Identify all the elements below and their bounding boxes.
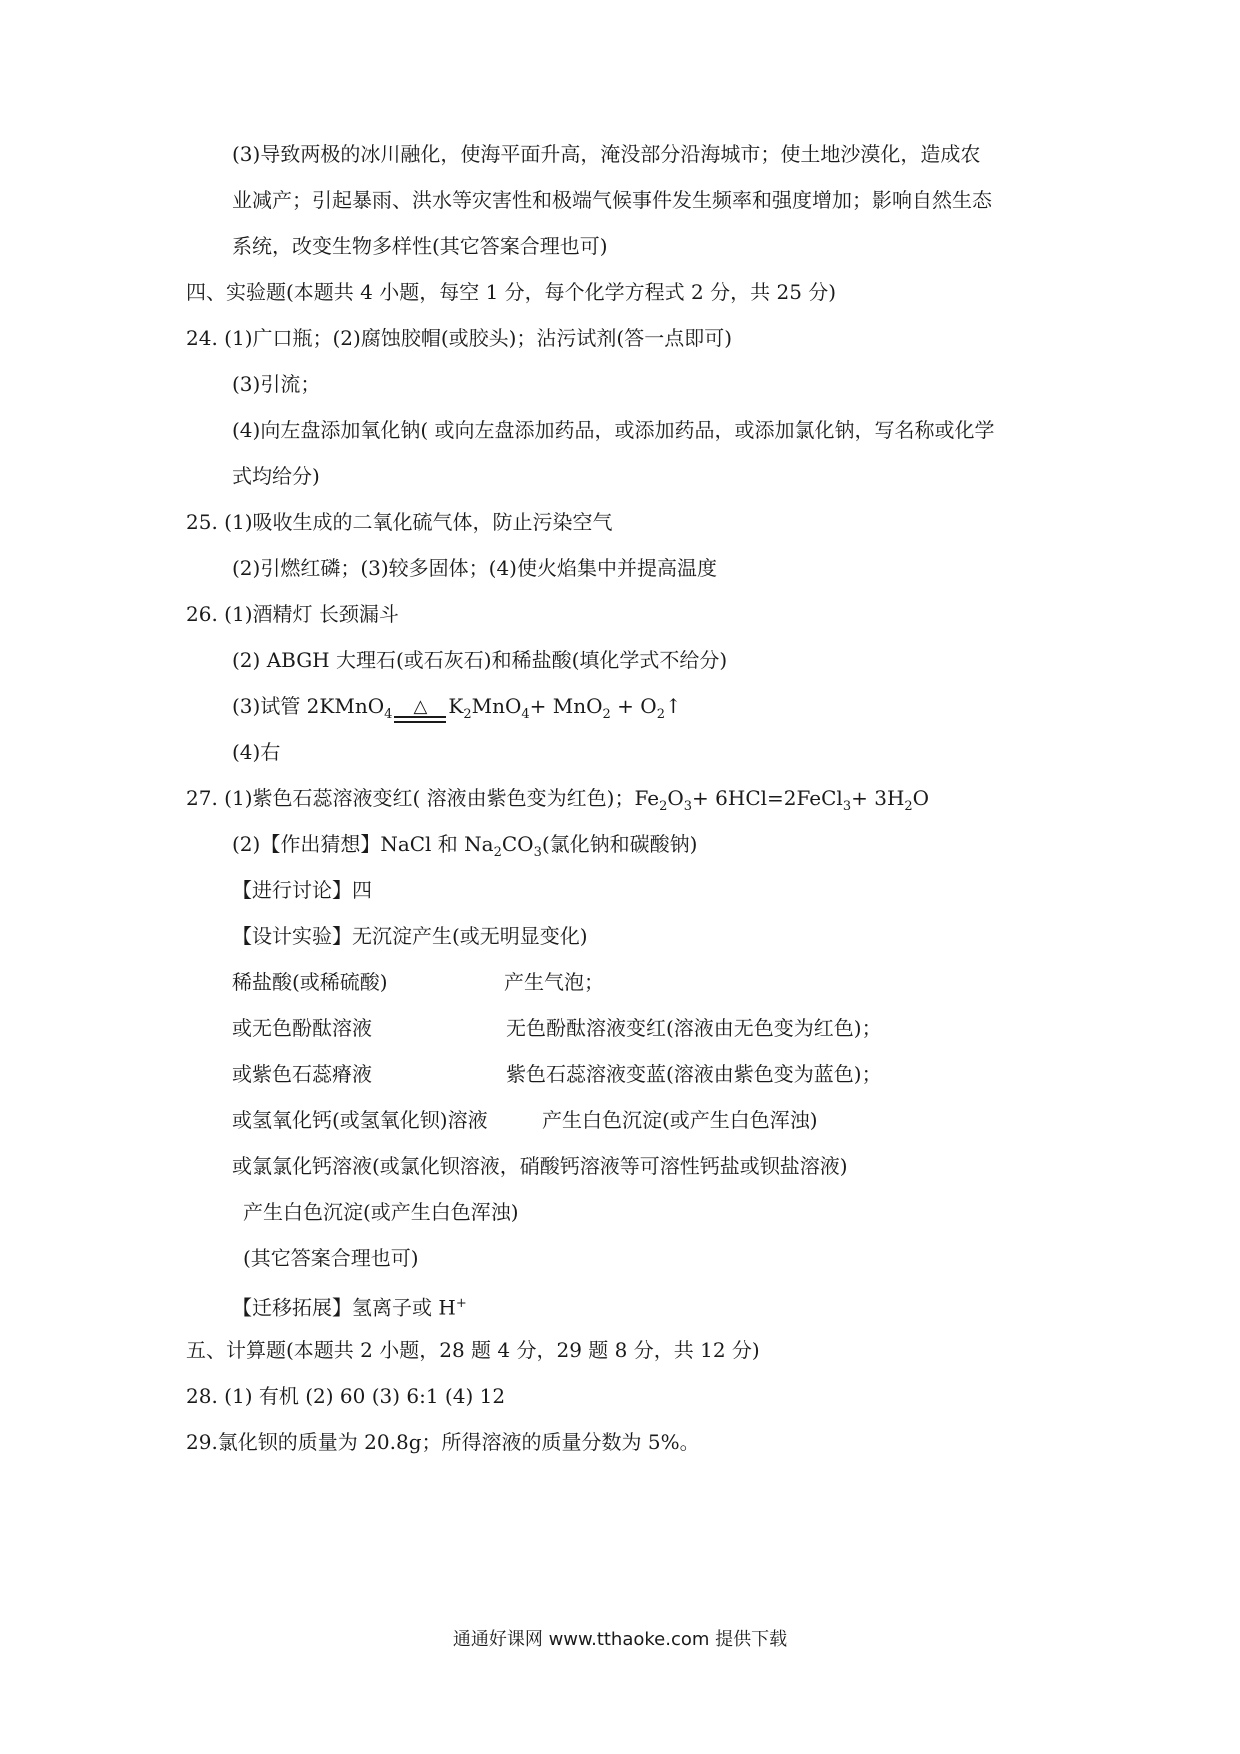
answer-27-design: 【设计实验】无沉淀产生(或无明显变化)	[232, 924, 588, 948]
answer-27-extension	[232, 1290, 467, 1322]
reagent-row-5-result: 产生白色沉淀(或产生白色浑浊)	[243, 1200, 519, 1224]
answer-26-line2: (2) ABGH 大理石(或石灰石)和稀盐酸(填化学式不给分)	[232, 648, 728, 672]
answer-24-line1: 24. (1)广口瓶；(2)腐蚀胶帽(或胶头)；沾污试剂(答一点即可)	[186, 326, 733, 350]
answer-26-line1: 26. (1)酒精灯 长颈漏斗	[186, 602, 399, 626]
answer-23-3-line3: 系统，改变生物多样性(其它答案合理也可)	[232, 234, 608, 258]
answer-27-text: (2)【作出猜想】NaCl 和 Na	[232, 832, 494, 856]
reagent-row-4-result: 产生白色沉淀(或产生白色浑浊)	[542, 1108, 818, 1132]
reagent-name: 稀盐酸(或稀硫酸)	[232, 970, 388, 994]
equation-text: MnO	[471, 694, 522, 718]
subscript: 2	[493, 845, 502, 860]
subscript: 4	[521, 707, 530, 722]
answer-27-note: (其它答案合理也可)	[243, 1246, 419, 1270]
equation-text: + MnO	[529, 694, 603, 718]
answer-27-line2	[232, 830, 697, 867]
subscript: 2	[602, 707, 611, 722]
answer-23-3-line2: 业减产；引起暴雨、洪水等灾害性和极端气候事件发生频率和强度增加；影响自然生态	[232, 188, 992, 212]
subscript: 2	[904, 799, 913, 814]
equation-text: K	[448, 694, 464, 718]
answer-28: 28. (1) 有机 (2) 60 (3) 6:1 (4) 12	[186, 1384, 506, 1408]
equation-text-prefix: (3)试管 2KMnO	[232, 694, 385, 718]
reagent-row-1	[232, 968, 388, 996]
gas-arrow-icon: ↑	[664, 694, 682, 718]
heat-triangle-icon: △	[413, 696, 428, 717]
subscript: 2	[659, 799, 668, 814]
answer-24-line2: (3)引流；	[232, 372, 321, 396]
subscript: 3	[683, 799, 693, 814]
answer-29: 29.氯化钡的质量为 20.8g；所得溶液的质量分数为 5%。	[186, 1430, 700, 1454]
section-4-heading: 四、实验题(本题共 4 小题，每空 1 分，每个化学方程式 2 分，共 25 分)	[186, 280, 837, 304]
equation-reactant	[232, 692, 392, 729]
reagent-row-5: 或氯氯化钙溶液(或氯化钡溶液，硝酸钙溶液等可溶性钙盐或钡盐溶液)	[232, 1154, 848, 1178]
heating-condition-sign	[394, 698, 446, 723]
reagent-row-1-result: 产生气泡；	[504, 970, 604, 994]
answer-27-text: + 3H	[851, 786, 905, 810]
reagent-row-3-result: 紫色石蕊溶液变蓝(溶液由紫色变为蓝色)；	[506, 1062, 882, 1086]
answer-24-line4: 式均给分)	[232, 464, 320, 488]
answer-27-discussion: 【进行讨论】四	[232, 878, 372, 902]
subscript: 2	[463, 707, 472, 722]
answer-27-text: 【迁移拓展】氢离子或 H	[232, 1295, 456, 1320]
answer-25-line2: (2)引燃红磷；(3)较多固体；(4)使火焰集中并提高温度	[232, 556, 717, 580]
equation-products	[448, 692, 681, 729]
answer-24-line3: (4)向左盘添加氧化钠( 或向左盘添加药品，或添加药品，或添加氯化钠，写名称或化学	[232, 418, 995, 442]
answer-26-line3-equation	[232, 692, 682, 729]
answer-23-3-line1: (3)导致两极的冰川融化，使海平面升高，淹没部分沿海城市；使土地沙漠化，造成农	[232, 142, 981, 166]
answer-25-line1: 25. (1)吸收生成的二氧化硫气体，防止污染空气	[186, 510, 613, 534]
subscript: 4	[384, 707, 393, 722]
reagent-row-3: 或紫色石蕊瘠液	[232, 1062, 372, 1086]
answer-27-line1	[186, 784, 929, 821]
reagent-row-2: 或无色酚酞溶液	[232, 1016, 372, 1040]
answer-27-text: CO	[501, 832, 534, 856]
section-5-heading: 五、计算题(本题共 2 小题，28 题 4 分，29 题 8 分，共 12 分)	[186, 1338, 760, 1362]
chemical-equation	[232, 692, 682, 729]
answer-27-text: 27. (1)紫色石蕊溶液变红( 溶液由紫色变为红色)；Fe	[186, 786, 660, 810]
answer-27-text: (氯化钠和碳酸钠)	[541, 832, 698, 856]
superscript: +	[455, 1296, 467, 1311]
subscript: 3	[533, 845, 542, 860]
answer-26-line4: (4)右	[232, 740, 281, 764]
equals-double-bar	[394, 716, 446, 723]
reagent-row-4: 或氢氧化钙(或氢氧化钡)溶液	[232, 1108, 488, 1132]
page-footer: 通通好课网 www.tthaoke.com 提供下载	[452, 1629, 788, 1650]
subscript: 2	[656, 707, 665, 722]
subscript: 3	[842, 799, 852, 814]
answer-27-text: + 6HCl=2FeCl	[692, 786, 843, 810]
answer-27-text: O	[667, 786, 684, 810]
equation-text: + O	[610, 694, 657, 718]
reagent-row-2-result: 无色酚酞溶液变红(溶液由无色变为红色)；	[506, 1016, 882, 1040]
answer-27-text: O	[912, 786, 930, 810]
